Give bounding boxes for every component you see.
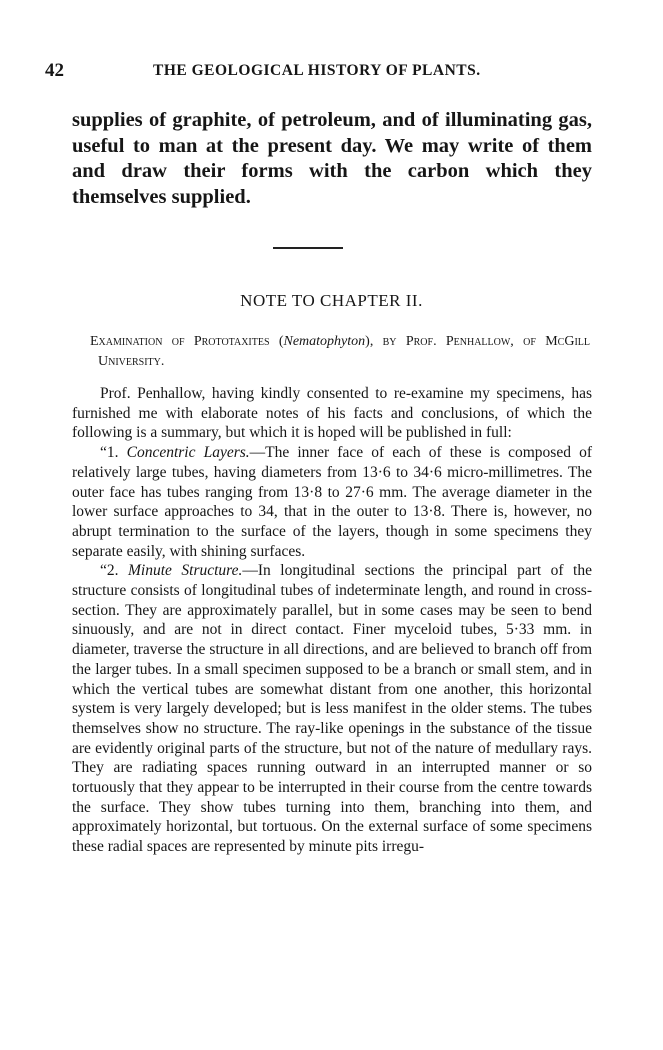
carryover-paragraph (72, 108, 592, 210)
subtitle-part-3: ), by Prof. Penhallow, of McGill University. (98, 334, 590, 369)
section-2-text: —In longitudinal sections the principal part of the structure consists of longitudinal tubes of indeterminate length, and round in cross-section. They are approximately parallel, but in some cases may be seen to bend sinuously, and are not in direct contact. Finer myceloid tubes, 5·33 mm. in diameter, traverse the structure in all directions, and are believed to branch off from the larger tubes. In a small specimen supposed to be a branch or small stem, and in which the vertical tubes are somewhat distant from one another, this horizontal system is very largely developed; but is less manifest in the older stems. The tubes themselves show no structure. The ray-like openings in the substance of the tissue are evidently original parts of the structure, but not of the nature of medullary rays. They are radiating spaces running outward in an interrupted manner or so tortuously that they appear to be interrupted in their course from the centre towards the surface. They show tubes turning into them, branching into them, and approximately horizontal, but tortuous. On the external surface of some specimens these radial spaces are represented by minute pits irregu- (72, 562, 592, 856)
running-title: THE GEOLOGICAL HISTORY OF PLANTS. (153, 62, 481, 79)
page-number: 42 (45, 60, 64, 81)
section-divider-rule (273, 247, 343, 249)
section-1-number: “1. (100, 444, 127, 462)
subtitle-italic-genus: Nematophyton (283, 334, 366, 349)
subtitle-part-1: Examination of Prototaxites ( (90, 334, 284, 349)
page-header (45, 60, 613, 86)
section-2-heading: Minute Structure. (128, 562, 243, 580)
section-2-number: “2. (100, 562, 128, 580)
section-1-heading: Concentric Layers. (126, 444, 250, 462)
section-paragraph-2 (72, 561, 592, 857)
note-title: NOTE TO CHAPTER II. (240, 291, 423, 310)
carryover-text: supplies of graphite, of petroleum, and of illuminating gas, useful to man at the present day. We may write of them and draw their forms with the carbon which they themselves supplied. (72, 109, 592, 208)
note-subtitle (90, 332, 590, 372)
section-paragraph-1 (72, 443, 592, 561)
section-1-text: —The inner face of each of these is composed of relatively large tubes, having diameters from 13·6 to 34·6 micro-millimetres. The outer face has tubes ranging from 13·8 to 27·6 mm. The average diameter in the lower surface approaches to 34, that in the outer to 13·8. There is, however, no abrupt termination to the surface of the layers, though in some specimens they separate easily, with shining surfaces. (72, 444, 592, 560)
intro-paragraph: Prof. Penhallow, having kindly consented to re-examine my specimens, has furnished me with elaborate notes of his facts and conclusions, of which the following is a summary, but which it is hoped will be published in full: (72, 385, 592, 442)
note-body (72, 384, 592, 857)
